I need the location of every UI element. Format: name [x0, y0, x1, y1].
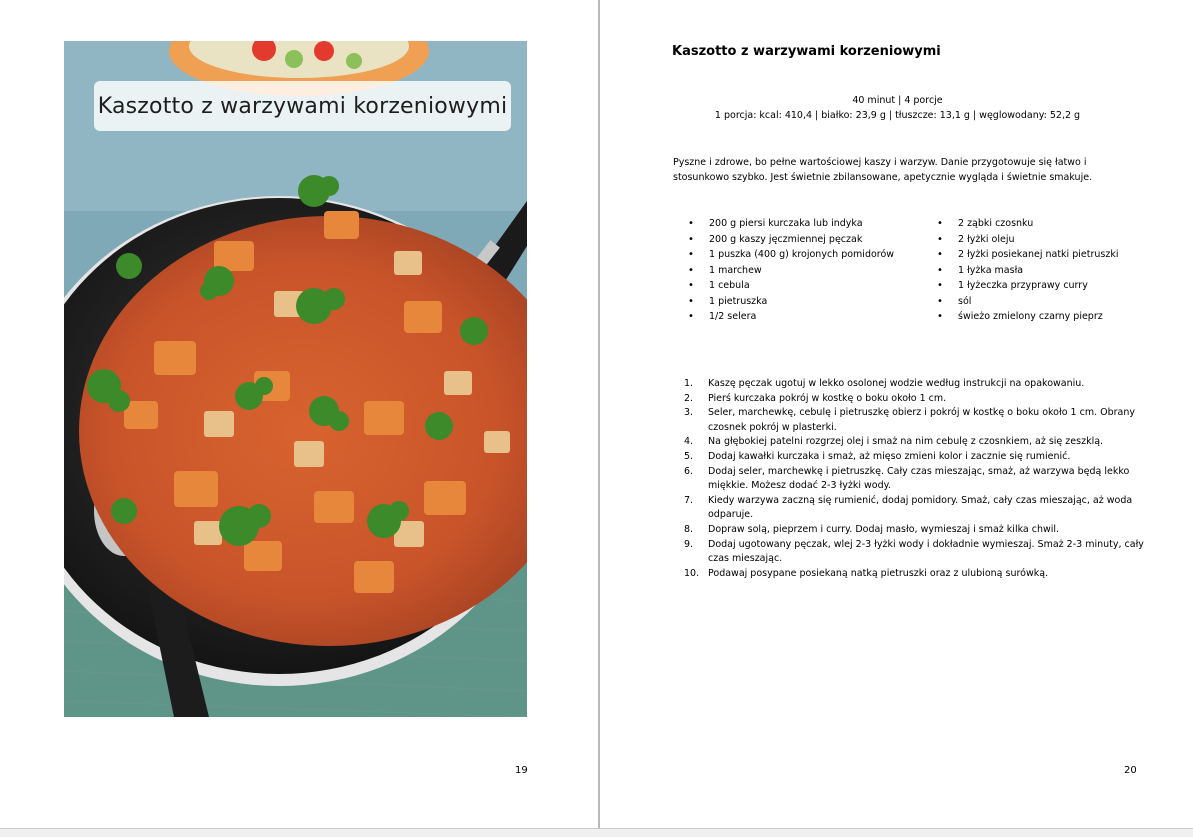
- list-item: • 200 g kaszy jęczmiennej pęczak: [688, 232, 894, 248]
- step-item: [684, 450, 1144, 465]
- step-text: Pierś kurczaka pokrój w kostkę o boku około 1 cm.: [708, 392, 947, 404]
- recipe-time-portions: 40 minut | 4 porcje: [852, 95, 943, 106]
- list-item: • 1 cebula: [688, 278, 894, 294]
- list-item: • 1 łyżka masła: [937, 263, 1118, 279]
- step-text: Dopraw solą, pieprzem i curry. Dodaj masło, wymieszaj i smaż kilka chwil.: [708, 523, 1060, 535]
- left-page: [0, 0, 598, 828]
- preparation-steps: [684, 377, 1144, 581]
- recipe-title: Kaszotto z warzywami korzeniowymi: [672, 44, 941, 59]
- step-text: Dodaj kawałki kurczaka i smaż, aż mięso zmieni kolor i zacznie się rumienić.: [708, 450, 1071, 462]
- right-page: [600, 0, 1193, 828]
- step-number: 8.: [684, 523, 694, 535]
- step-item: [684, 465, 1144, 494]
- page-number-right: 20: [1124, 765, 1137, 776]
- step-text: Seler, marchewkę, cebulę i pietruszkę obierz i pokrój w kostkę o boku około 1 cm. Obrany czosnek pokrój w plasterki.: [708, 407, 1135, 433]
- step-number: 2.: [684, 392, 694, 404]
- list-item: • 200 g piersi kurczaka lub indyka: [688, 216, 894, 232]
- step-item: [684, 377, 1144, 392]
- step-number: 10.: [684, 567, 700, 579]
- step-text: Podawaj posypane posiekaną natką pietruszki oraz z ulubioną surówką.: [708, 567, 1049, 579]
- step-item: [684, 538, 1144, 567]
- step-text: Kaszę pęczak ugotuj w lekko osolonej wodzie według instrukcji na opakowaniu.: [708, 378, 1085, 389]
- step-number: 5.: [684, 450, 694, 462]
- step-item: [684, 435, 1144, 450]
- step-number: 3.: [684, 407, 694, 419]
- list-item: • 2 ząbki czosnku: [937, 216, 1118, 232]
- photo-title-overlay: Kaszotto z warzywami korzeniowymi: [94, 81, 511, 131]
- step-text: Na głębokiej patelni rozgrzej olej i smaż na nim cebulę z czosnkiem, aż się zeszklą.: [708, 436, 1104, 448]
- recipe-photo: [64, 41, 527, 717]
- step-item: [684, 406, 1144, 435]
- step-number: 7.: [684, 494, 694, 506]
- step-item: [684, 494, 1144, 523]
- dish-illustration: [64, 41, 527, 717]
- list-item: • 1 marchew: [688, 263, 894, 279]
- step-number: 1.: [684, 378, 694, 389]
- step-number: 9.: [684, 538, 694, 550]
- list-item: • 1 pietruszka: [688, 294, 894, 310]
- list-item: • świeżo zmielony czarny pieprz: [937, 309, 1118, 325]
- recipe-nutrition: 1 porcja: kcal: 410,4 | białko: 23,9 g | tłuszcze: 13,1 g | węglowodany: 52,2 g: [714, 110, 1081, 121]
- viewer-bottom-strip: [0, 829, 1193, 837]
- list-item: • 2 łyżki posiekanej natki pietruszki: [937, 247, 1118, 263]
- recipe-intro: Pyszne i zdrowe, bo pełne wartościowej kaszy i warzyw. Danie przygotowuje się łatwo i stosunkowo szybko. Jest świetnie zbilansowane, apetycznie wygląda i świetnie smakuje.: [673, 157, 1093, 183]
- step-number: 6.: [684, 465, 694, 477]
- step-number: 4.: [684, 436, 694, 448]
- step-item: [684, 392, 1144, 407]
- list-item: • 1 łyżeczka przyprawy curry: [937, 278, 1118, 294]
- step-text: Dodaj ugotowany pęczak, wlej 2-3 łyżki wody i dokładnie wymieszaj. Smaż 2-3 minuty, cały czas mieszając.: [708, 538, 1144, 565]
- step-item: [684, 567, 1144, 582]
- step-text: Kiedy warzywa zaczną się rumienić, dodaj pomidory. Smaż, cały czas mieszając, aż woda odparuje.: [708, 494, 1133, 521]
- list-item: • 2 łyżki oleju: [937, 232, 1118, 248]
- page-number-left: 19: [515, 765, 528, 776]
- list-item: • 1 puszka (400 g) krojonych pomidorów: [688, 247, 894, 263]
- list-item: • 1/2 selera: [688, 309, 894, 325]
- ingredients-list-left: [688, 216, 894, 325]
- step-item: [684, 523, 1144, 538]
- step-text: Dodaj seler, marchewkę i pietruszkę. Cały czas mieszając, smaż, aż warzywa będą lekko miękkie. Możesz dodać 2-3 łyżki wody.: [708, 465, 1130, 492]
- ingredients-list-right: [937, 216, 1118, 325]
- list-item: • sól: [937, 294, 1118, 310]
